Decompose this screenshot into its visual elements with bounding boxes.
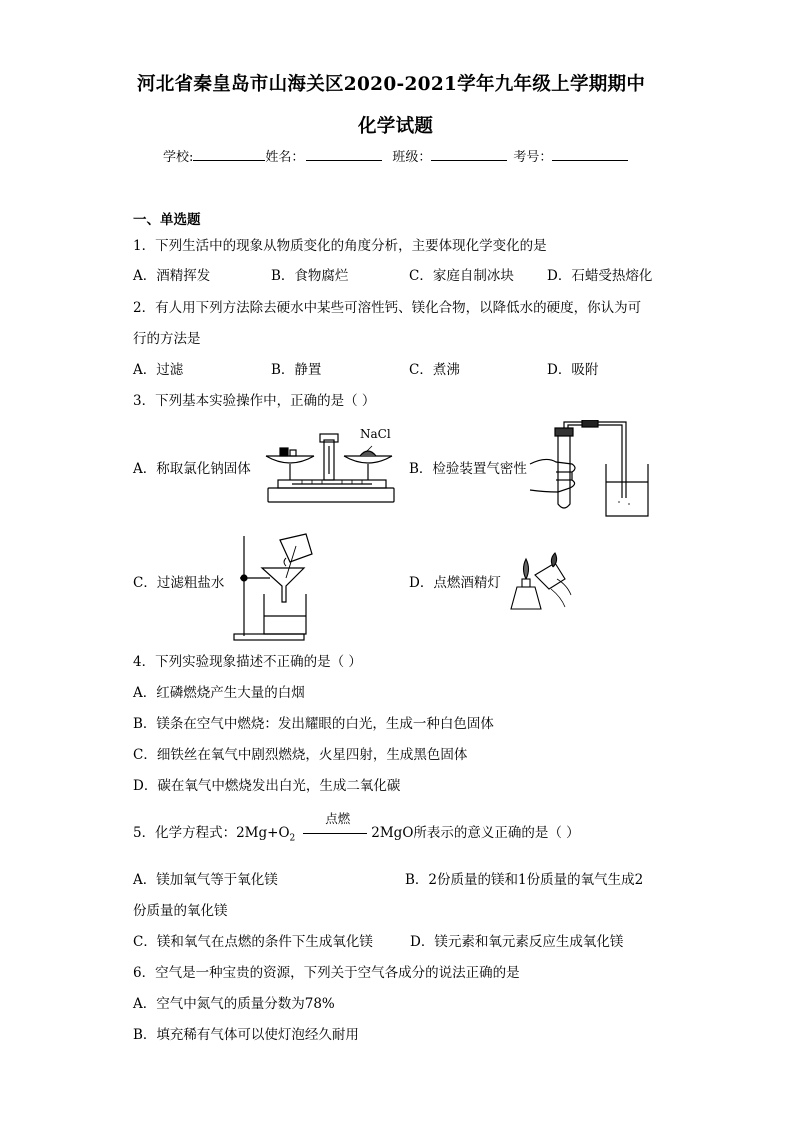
id-label: 考号：: [513, 150, 553, 165]
airtightness-figure: [526, 420, 656, 520]
q5-option-b-line2: 份质量的氧化镁: [133, 903, 228, 919]
alcohol-lamp-figure: [505, 545, 575, 615]
q3-option-c: C．过滤粗盐水: [133, 575, 225, 591]
q6-option-b: B．填充稀有气体可以使灯泡经久耐用: [133, 1027, 359, 1043]
q5-option-b-line1: B．2份质量的镁和1份质量的氧气生成2: [405, 872, 644, 888]
q2-option-c: C．煮沸: [409, 362, 460, 378]
id-blank[interactable]: [552, 147, 628, 161]
q5-stem-suffix: 2MgO所表示的意义正确的是（ ）: [371, 825, 580, 841]
name-label: 姓名：: [265, 150, 305, 165]
q5-stem: [133, 810, 580, 844]
q5-reaction-arrow: [295, 810, 371, 841]
q6-option-a: A．空气中氮气的质量分数为78%: [133, 996, 335, 1012]
q4-option-c: C．细铁丝在氧气中剧烈燃烧，火星四射，生成黑色固体: [133, 747, 468, 763]
filtration-figure: [230, 532, 330, 642]
q6-stem: 6．空气是一种宝贵的资源，下列关于空气各成分的说法正确的是: [133, 965, 520, 981]
q1-stem: 1．下列生活中的现象从物质变化的角度分析，主要体现化学变化的是: [133, 238, 547, 254]
school-blank[interactable]: [193, 147, 265, 161]
q4-stem: 4．下列实验现象描述不正确的是（ ）: [133, 654, 362, 670]
q4-option-a: A．红磷燃烧产生大量的白烟: [133, 685, 305, 701]
q3-option-d: D．点燃酒精灯: [409, 575, 501, 591]
q5-option-d: D．镁元素和氧元素反应生成氧化镁: [410, 934, 624, 950]
q2-option-b: B．静置: [271, 362, 322, 378]
q5-option-c: C．镁和氧气在点燃的条件下生成氧化镁: [133, 934, 373, 950]
q2-stem-line1: 2．有人用下列方法除去硬水中某些可溶性钙、镁化合物，以降低水的硬度，你认为可: [133, 300, 642, 316]
q2-option-a: A．过滤: [133, 362, 184, 378]
section-heading: 一、单选题: [133, 212, 201, 228]
q2-option-d: D．吸附: [547, 362, 599, 378]
q1-option-c: C．家庭自制冰块: [409, 268, 514, 284]
page-subtitle: 化学试题: [358, 116, 434, 137]
q5-stem-prefix: 5．化学方程式：2Mg+O: [133, 825, 290, 841]
q2-stem-line2: 行的方法是: [133, 331, 201, 347]
q1-option-a: A．酒精挥发: [133, 268, 211, 284]
info-line: [163, 146, 628, 165]
q5-option-a: A．镁加氧气等于氧化镁: [133, 872, 278, 888]
q3-stem: 3．下列基本实验操作中，正确的是（ ）: [133, 393, 376, 409]
class-blank[interactable]: [431, 147, 507, 161]
q3-option-a: A．称取氯化钠固体: [133, 461, 251, 477]
name-blank[interactable]: [306, 147, 382, 161]
q4-option-d: D．碳在氧气中燃烧发出白光，生成二氧化碳: [133, 778, 401, 794]
q5-subscript: 2: [289, 833, 296, 844]
q1-option-d: D．石蜡受热熔化: [547, 268, 653, 284]
class-label: 班级：: [392, 150, 432, 165]
q4-option-b: B．镁条在空气中燃烧：发出耀眼的白光，生成一种白色固体: [133, 716, 494, 732]
q5-condition: 点燃: [325, 810, 351, 826]
nacl-label: NaCl: [360, 427, 391, 441]
school-label: 学校:: [163, 150, 194, 165]
q3-option-b: B．检验装置气密性: [409, 461, 527, 477]
page-title: 河北省秦皇岛市山海关区2020-2021学年九年级上学期期中: [137, 74, 646, 95]
balance-scale-figure: [262, 424, 402, 506]
q1-option-b: B．食物腐烂: [271, 268, 349, 284]
